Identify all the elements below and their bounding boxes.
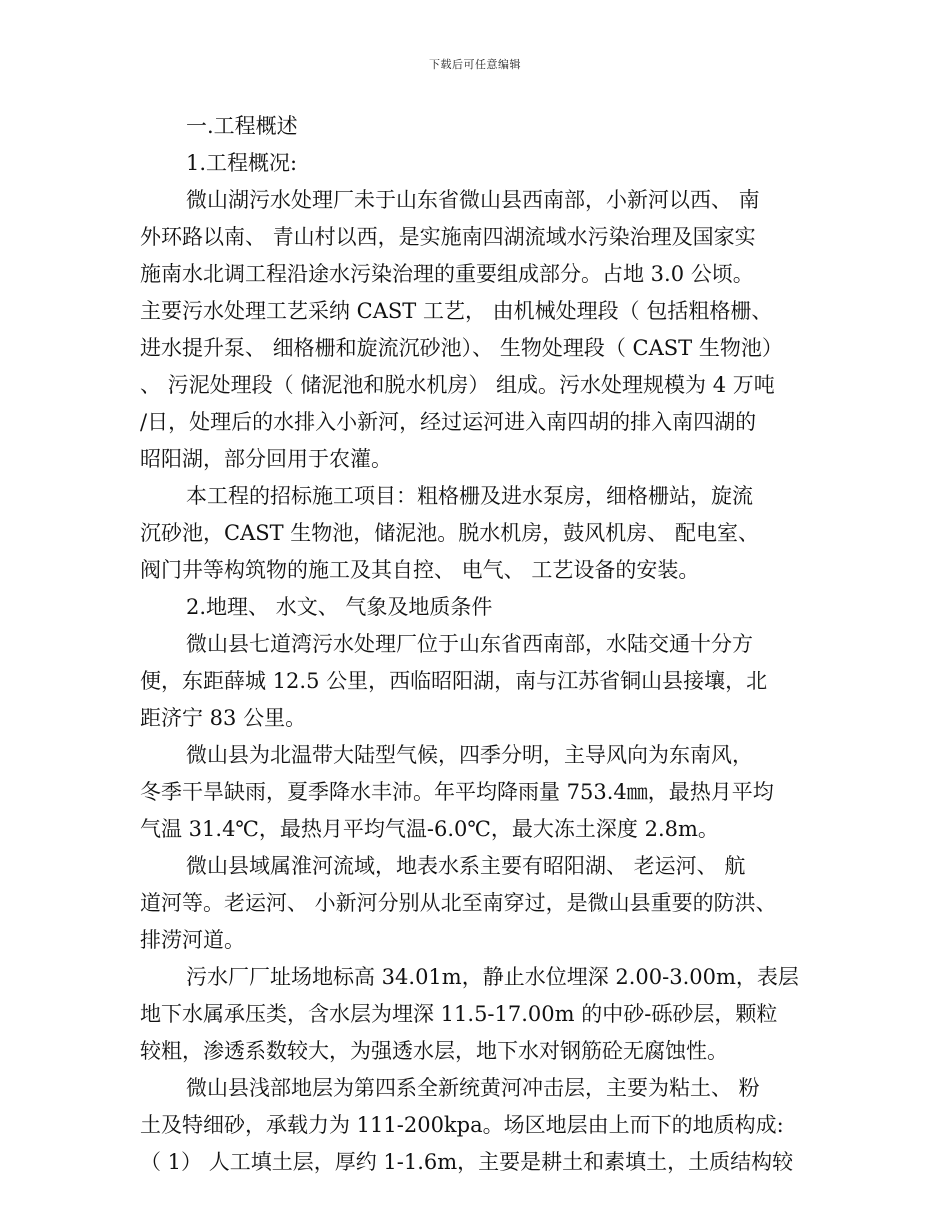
text-line: 便，东距薛城 12.5 公里，西临昭阳湖，南与江苏省铜山县接壤，北 — [140, 669, 768, 693]
text-line: 、 污泥处理段（ 储泥池和脱水机房） 组成。污水处理规模为 4 万吨 — [140, 373, 775, 397]
text-line: 排涝河道。 — [140, 928, 245, 952]
text-line: 污水厂厂址场地标高 34.01m，静止水位埋深 2.00-3.00m，表层 — [186, 965, 799, 989]
page-header-note: 下载后可任意编辑 — [429, 58, 521, 71]
text-line: 微山县为北温带大陆型气候，四季分明，主导风向为东南风， — [186, 743, 753, 767]
text-line: 2.地理、 水文、 气象及地质条件 — [186, 595, 493, 619]
text-line: 气温 31.4℃，最热月平均气温-6.0℃，最大冻土深度 2.8m。 — [140, 817, 719, 841]
text-line: 沉砂池，CAST 生物池，储泥池。脱水机房，鼓风机房、 配电室、 — [140, 521, 759, 545]
text-line: 道河等。老运河、 小新河分别从北至南穿过，是微山县重要的防洪、 — [140, 891, 777, 915]
text-line: 外环路以南、 青山村以西，是实施南四湖流域水污染治理及国家实 — [140, 225, 756, 249]
text-line: （ 1） 人工填土层，厚约 1-1.6m，主要是耕土和素填土，土质结构较 — [140, 1150, 794, 1174]
text-line: 昭阳湖，部分回用于农灌。 — [140, 447, 392, 471]
text-line: 主要污水处理工艺采纳 CAST 工艺， 由机械处理段（ 包括粗格栅、 — [140, 299, 773, 323]
text-line: /日，处理后的水排入小新河，经过运河进入南四胡的排入南四湖的 — [140, 410, 757, 434]
text-line: 土及特细砂，承载力为 111-200kpa。场区地层由上而下的地质构成: — [140, 1113, 784, 1137]
text-line: 微山县浅部地层为第四系全新统黄河冲击层，主要为粘土、 粉 — [186, 1076, 760, 1100]
text-line: 1.工程概况: — [186, 151, 298, 175]
text-line: 距济宁 83 公里。 — [140, 706, 307, 730]
text-line: 阀门井等构筑物的施工及其自控、 电气、 工艺设备的安装。 — [140, 558, 700, 582]
text-line: 地下水属承压类，含水层为埋深 11.5-17.00m 的中砂-砾砂层，颗粒 — [140, 1002, 778, 1026]
text-line: 施南水北调工程沿途水污染治理的重要组成部分。占地 3.0 公顷。 — [140, 262, 754, 286]
text-line: 进水提升泵、 细格栅和旋流沉砂池）、 生物处理段（ CAST 生物池） — [140, 336, 783, 360]
text-line: 微山湖污水处理厂未于山东省微山县西南部，小新河以西、 南 — [186, 188, 760, 212]
text-line: 冬季干旱缺雨，夏季降水丰沛。年平均降雨量 753.4㎜，最热月平均 — [140, 780, 774, 804]
text-line: 较粗，渗透系数较大，为强透水层，地下水对钢筋砼无腐蚀性。 — [140, 1039, 728, 1063]
text-line: 一.工程概述 — [186, 114, 298, 138]
text-line: 微山县七道湾污水处理厂位于山东省西南部，水陆交通十分方 — [186, 632, 753, 656]
text-line: 本工程的招标施工项目：粗格栅及进水泵房，细格栅站，旋流 — [186, 484, 753, 508]
text-line: 微山县域属淮河流域，地表水系主要有昭阳湖、 老运河、 航 — [186, 854, 746, 878]
document-body — [140, 108, 820, 1181]
